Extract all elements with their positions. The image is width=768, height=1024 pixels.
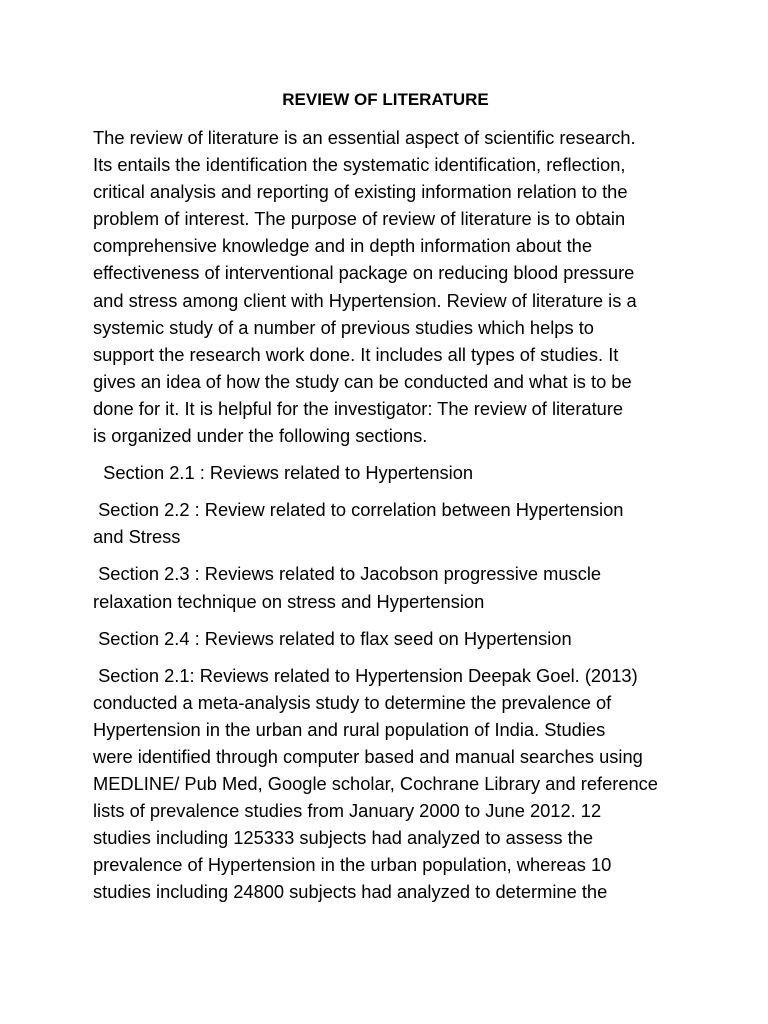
section-2-3-heading (93, 560, 678, 614)
text-line: problem of interest. The purpose of review of literature is to obtain (93, 208, 626, 230)
section-2-4-heading (93, 625, 678, 652)
text-line: studies including 125333 subjects had analyzed to assess the (93, 827, 594, 849)
section-2-2-heading (93, 496, 678, 550)
text-line: lists of prevalence studies from January 2000 to June 2012. 12 (93, 800, 602, 822)
text-line: systemic study of a number of previous studies which helps to (93, 316, 594, 338)
text-line: The review of literature is an essential aspect of scientific research. (93, 127, 636, 148)
text-line: support the research work done. It includes all types of studies. It (93, 343, 619, 365)
text-line: and Stress (93, 526, 181, 548)
text-line: relaxation technique on stress and Hypertension (93, 590, 485, 612)
text-line: done for it. It is helpful for the investigator: The review of literature (93, 397, 624, 419)
text-line: were identified through computer based and manual searches using (93, 745, 643, 767)
text-line: and stress among client with Hypertension. Review of literature is a (93, 289, 637, 311)
text-line: is organized under the following sections. (93, 425, 428, 447)
text-line: gives an idea of how the study can be conducted and what is to be (93, 370, 632, 392)
text-line: Hypertension in the urban and rural population of India. Studies (93, 718, 606, 740)
text-line: Section 2.1: Reviews related to Hypertension Deepak Goel. (2013) (93, 664, 638, 686)
section-2-1-body-paragraph (93, 662, 678, 906)
text-line: studies including 24800 subjects had analyzed to determine the (93, 881, 608, 903)
document-content (93, 86, 678, 916)
text-line: effectiveness of interventional package on reducing blood pressure (93, 262, 635, 284)
intro-paragraph (93, 124, 678, 449)
text-line: critical analysis and reporting of existing information relation to the (93, 181, 628, 203)
text-line: conducted a meta-analysis study to determine the prevalence of (93, 691, 612, 713)
text-line: Section 2.2 : Review related to correlation between Hypertension (93, 499, 624, 521)
text-line: Section 2.3 : Reviews related to Jacobson progressive muscle (93, 563, 602, 585)
text-line: MEDLINE/ Pub Med, Google scholar, Cochrane Library and reference (93, 773, 658, 795)
text-line: comprehensive knowledge and in depth information about the (93, 235, 593, 257)
text-line: Section 2.4 : Reviews related to flax seed on Hypertension (93, 627, 572, 649)
section-2-1-heading (93, 459, 678, 486)
text-line: Its entails the identification the systematic identification, reflection, (93, 154, 626, 176)
text-line: prevalence of Hypertension in the urban population, whereas 10 (93, 854, 612, 876)
document-title: REVIEW OF LITERATURE (282, 90, 489, 109)
text-line: Section 2.1 : Reviews related to Hypertension (93, 462, 474, 484)
